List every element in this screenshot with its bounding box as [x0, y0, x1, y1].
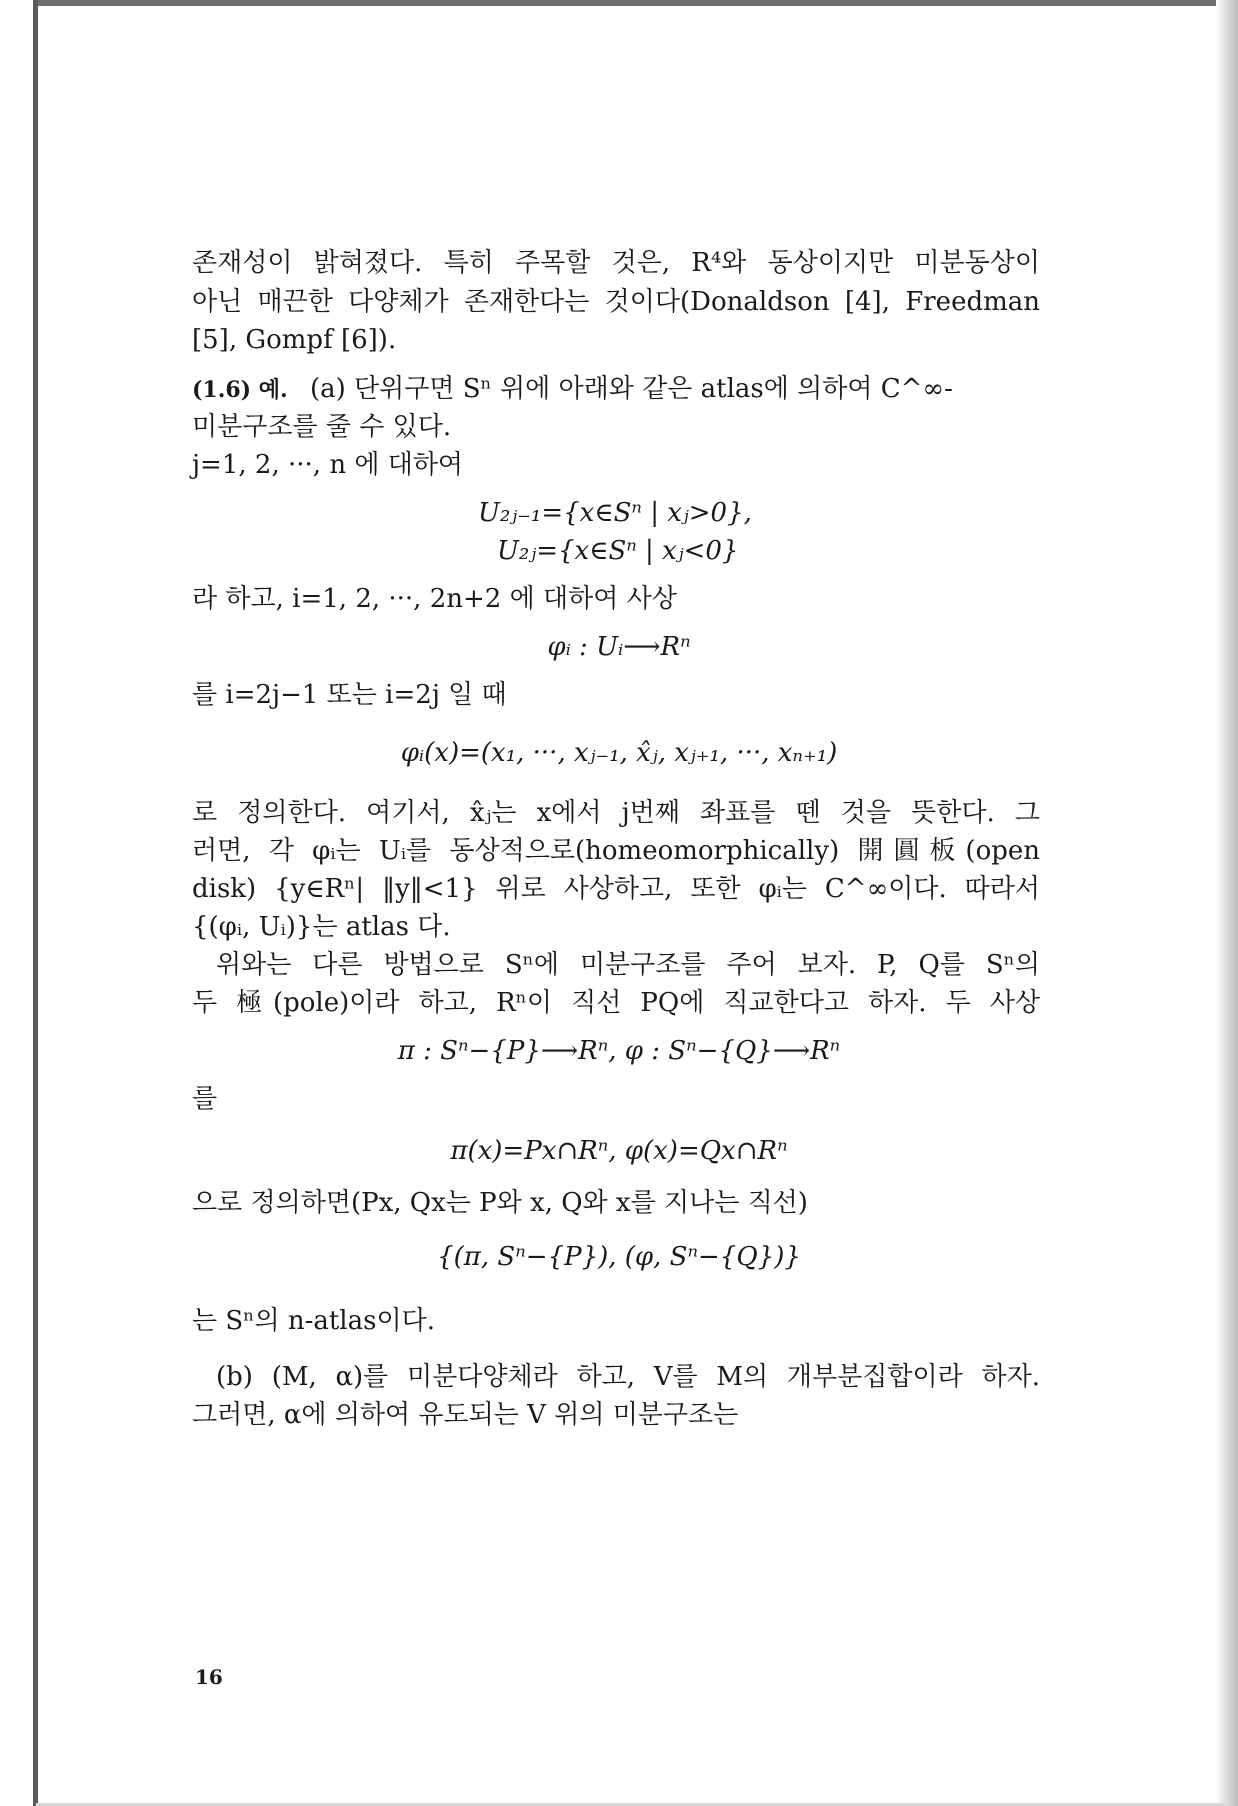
example-line4: 라 하고, i=1, 2, ···, 2n+2 에 대하여 사상	[192, 584, 677, 614]
example-line14: 는 Sⁿ의 n-atlas이다.	[192, 1306, 435, 1336]
example-label: (1.6) 예.	[192, 377, 288, 403]
equation-u-even: U₂ⱼ={x∈Sⁿ | xⱼ<0}	[497, 536, 739, 566]
example-line7: 러면, 각 φᵢ는 Uᵢ를 동상적으로(homeomorphically) 開圓板(open	[192, 836, 1040, 866]
example-line1: (a) 단위구면 Sⁿ 위에 아래와 같은 atlas에 의하여 C^∞-	[309, 374, 953, 404]
example-line9: {(φᵢ, Uᵢ)}는 atlas 다.	[192, 912, 451, 942]
equation-phi-definition: φᵢ(x)=(x₁, ···, xⱼ₋₁, x̂ⱼ, xⱼ₊₁, ···, xₙ₊₁)	[400, 738, 838, 768]
example-line8: disk) {y∈Rⁿ| ‖y‖<1} 위로 사상하고, 또한 φᵢ는 C^∞이다. 따라서	[192, 874, 1040, 904]
equation-atlas: {(π, Sⁿ−{P}), (φ, Sⁿ−{Q})}	[437, 1242, 801, 1272]
equation-u-odd: U₂ⱼ₋₁={x∈Sⁿ | xⱼ>0},	[478, 498, 752, 528]
paragraph1-line1: 존재성이 밝혀졌다. 특히 주목할 것은, R⁴와 동상이지만 미분동상이	[192, 248, 1040, 278]
paragraph1-line2: 아닌 매끈한 다양체가 존재한다는 것이다(Donaldson [4], Freedman	[192, 287, 1040, 317]
example-line12: 를	[192, 1084, 218, 1114]
example-line5: 를 i=2j−1 또는 i=2j 일 때	[192, 680, 507, 710]
equation-stereographic-definition: π(x)=Px∩Rⁿ, φ(x)=Qx∩Rⁿ	[450, 1136, 788, 1166]
example-line13: 으로 정의하면(Px, Qx는 P와 x, Q와 x를 지나는 직선)	[192, 1188, 808, 1218]
page-number: 16	[195, 1665, 223, 1689]
example-heading-row	[192, 372, 1040, 407]
part-b-line2: 그러면, α에 의하여 유도되는 V 위의 미분구조는	[192, 1400, 739, 1430]
example-line6: 로 정의한다. 여기서, x̂ⱼ는 x에서 j번째 좌표를 뗀 것을 뜻한다. 그	[192, 798, 1040, 828]
example-line10: 위와는 다른 방법으로 Sⁿ에 미분구조를 주어 보자. P, Q를 Sⁿ의	[216, 950, 1040, 980]
example-line11: 두 極(pole)이라 하고, Rⁿ이 직선 PQ에 직교한다고 하자. 두 사상	[192, 988, 1040, 1018]
example-line2: 미분구조를 줄 수 있다.	[192, 412, 452, 442]
equation-stereographic-maps: π : Sⁿ−{P}⟶Rⁿ, φ : Sⁿ−{Q}⟶Rⁿ	[397, 1036, 841, 1066]
page-right-shadow	[1216, 0, 1238, 1806]
equation-phi-map: φᵢ : Uᵢ⟶Rⁿ	[547, 632, 691, 662]
paragraph1-line3: [5], Gompf [6]).	[192, 325, 397, 355]
example-line3: j=1, 2, ···, n 에 대하여	[192, 450, 464, 480]
part-b-line1: (b) (M, α)를 미분다양체라 하고, V를 M의 개부분집합이라 하자.	[216, 1362, 1040, 1392]
